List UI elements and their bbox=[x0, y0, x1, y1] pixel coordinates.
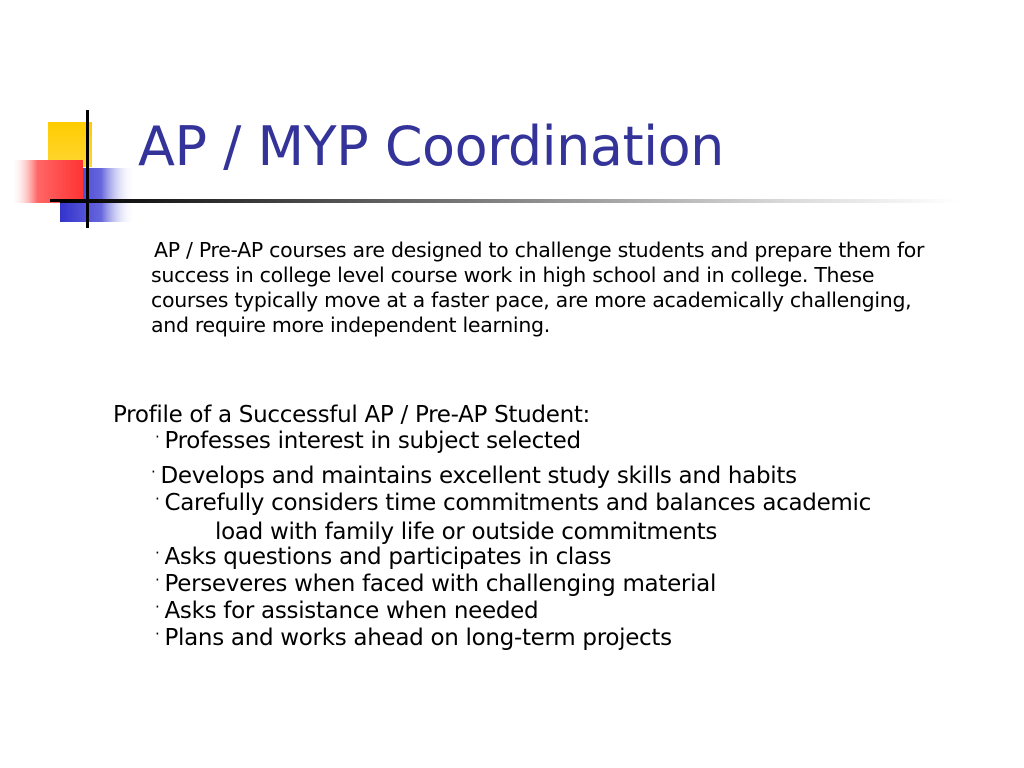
intro-paragraph: AP / Pre-AP courses are designed to challenge students and prepare them for success in college level course work in high school and in college. These courses typically move at a faster pace, are more academically challenging, and require more independent learning. bbox=[151, 238, 925, 337]
profile-bullet bbox=[151, 463, 797, 492]
bullet-text: Professes interest in subject selected bbox=[164, 428, 581, 454]
profile-bullet bbox=[155, 544, 611, 573]
bullet-dot: · bbox=[155, 598, 160, 616]
bullet-dot: · bbox=[155, 544, 160, 562]
bullet-text: Carefully considers time commitments and balances academic bbox=[164, 490, 871, 516]
bullet-text: Asks for assistance when needed bbox=[164, 598, 539, 624]
profile-bullet bbox=[155, 428, 581, 457]
colored-squares-logo-icon bbox=[10, 105, 140, 230]
slide-title: AP / MYP Coordination bbox=[138, 115, 724, 178]
profile-heading: Profile of a Successful AP / Pre-AP Student: bbox=[113, 402, 591, 428]
bullet-text: Plans and works ahead on long-term projects bbox=[164, 625, 672, 651]
profile-bullet bbox=[155, 598, 538, 627]
bullet-dot: · bbox=[155, 490, 160, 508]
bullet-text: Asks questions and participates in class bbox=[164, 544, 612, 570]
bullet-text: Develops and maintains excellent study skills and habits bbox=[160, 463, 797, 489]
bullet-dot: · bbox=[151, 463, 156, 481]
profile-bullet bbox=[155, 571, 716, 600]
bullet-dot: · bbox=[155, 428, 160, 446]
bullet-continuation: load with family life or outside commitments bbox=[215, 519, 718, 545]
profile-bullet bbox=[155, 625, 672, 654]
bullet-dot: · bbox=[155, 571, 160, 589]
bullet-dot: · bbox=[155, 625, 160, 643]
title-underline bbox=[60, 199, 960, 203]
profile-bullet bbox=[155, 490, 871, 546]
bullet-text: Perseveres when faced with challenging material bbox=[164, 571, 717, 597]
